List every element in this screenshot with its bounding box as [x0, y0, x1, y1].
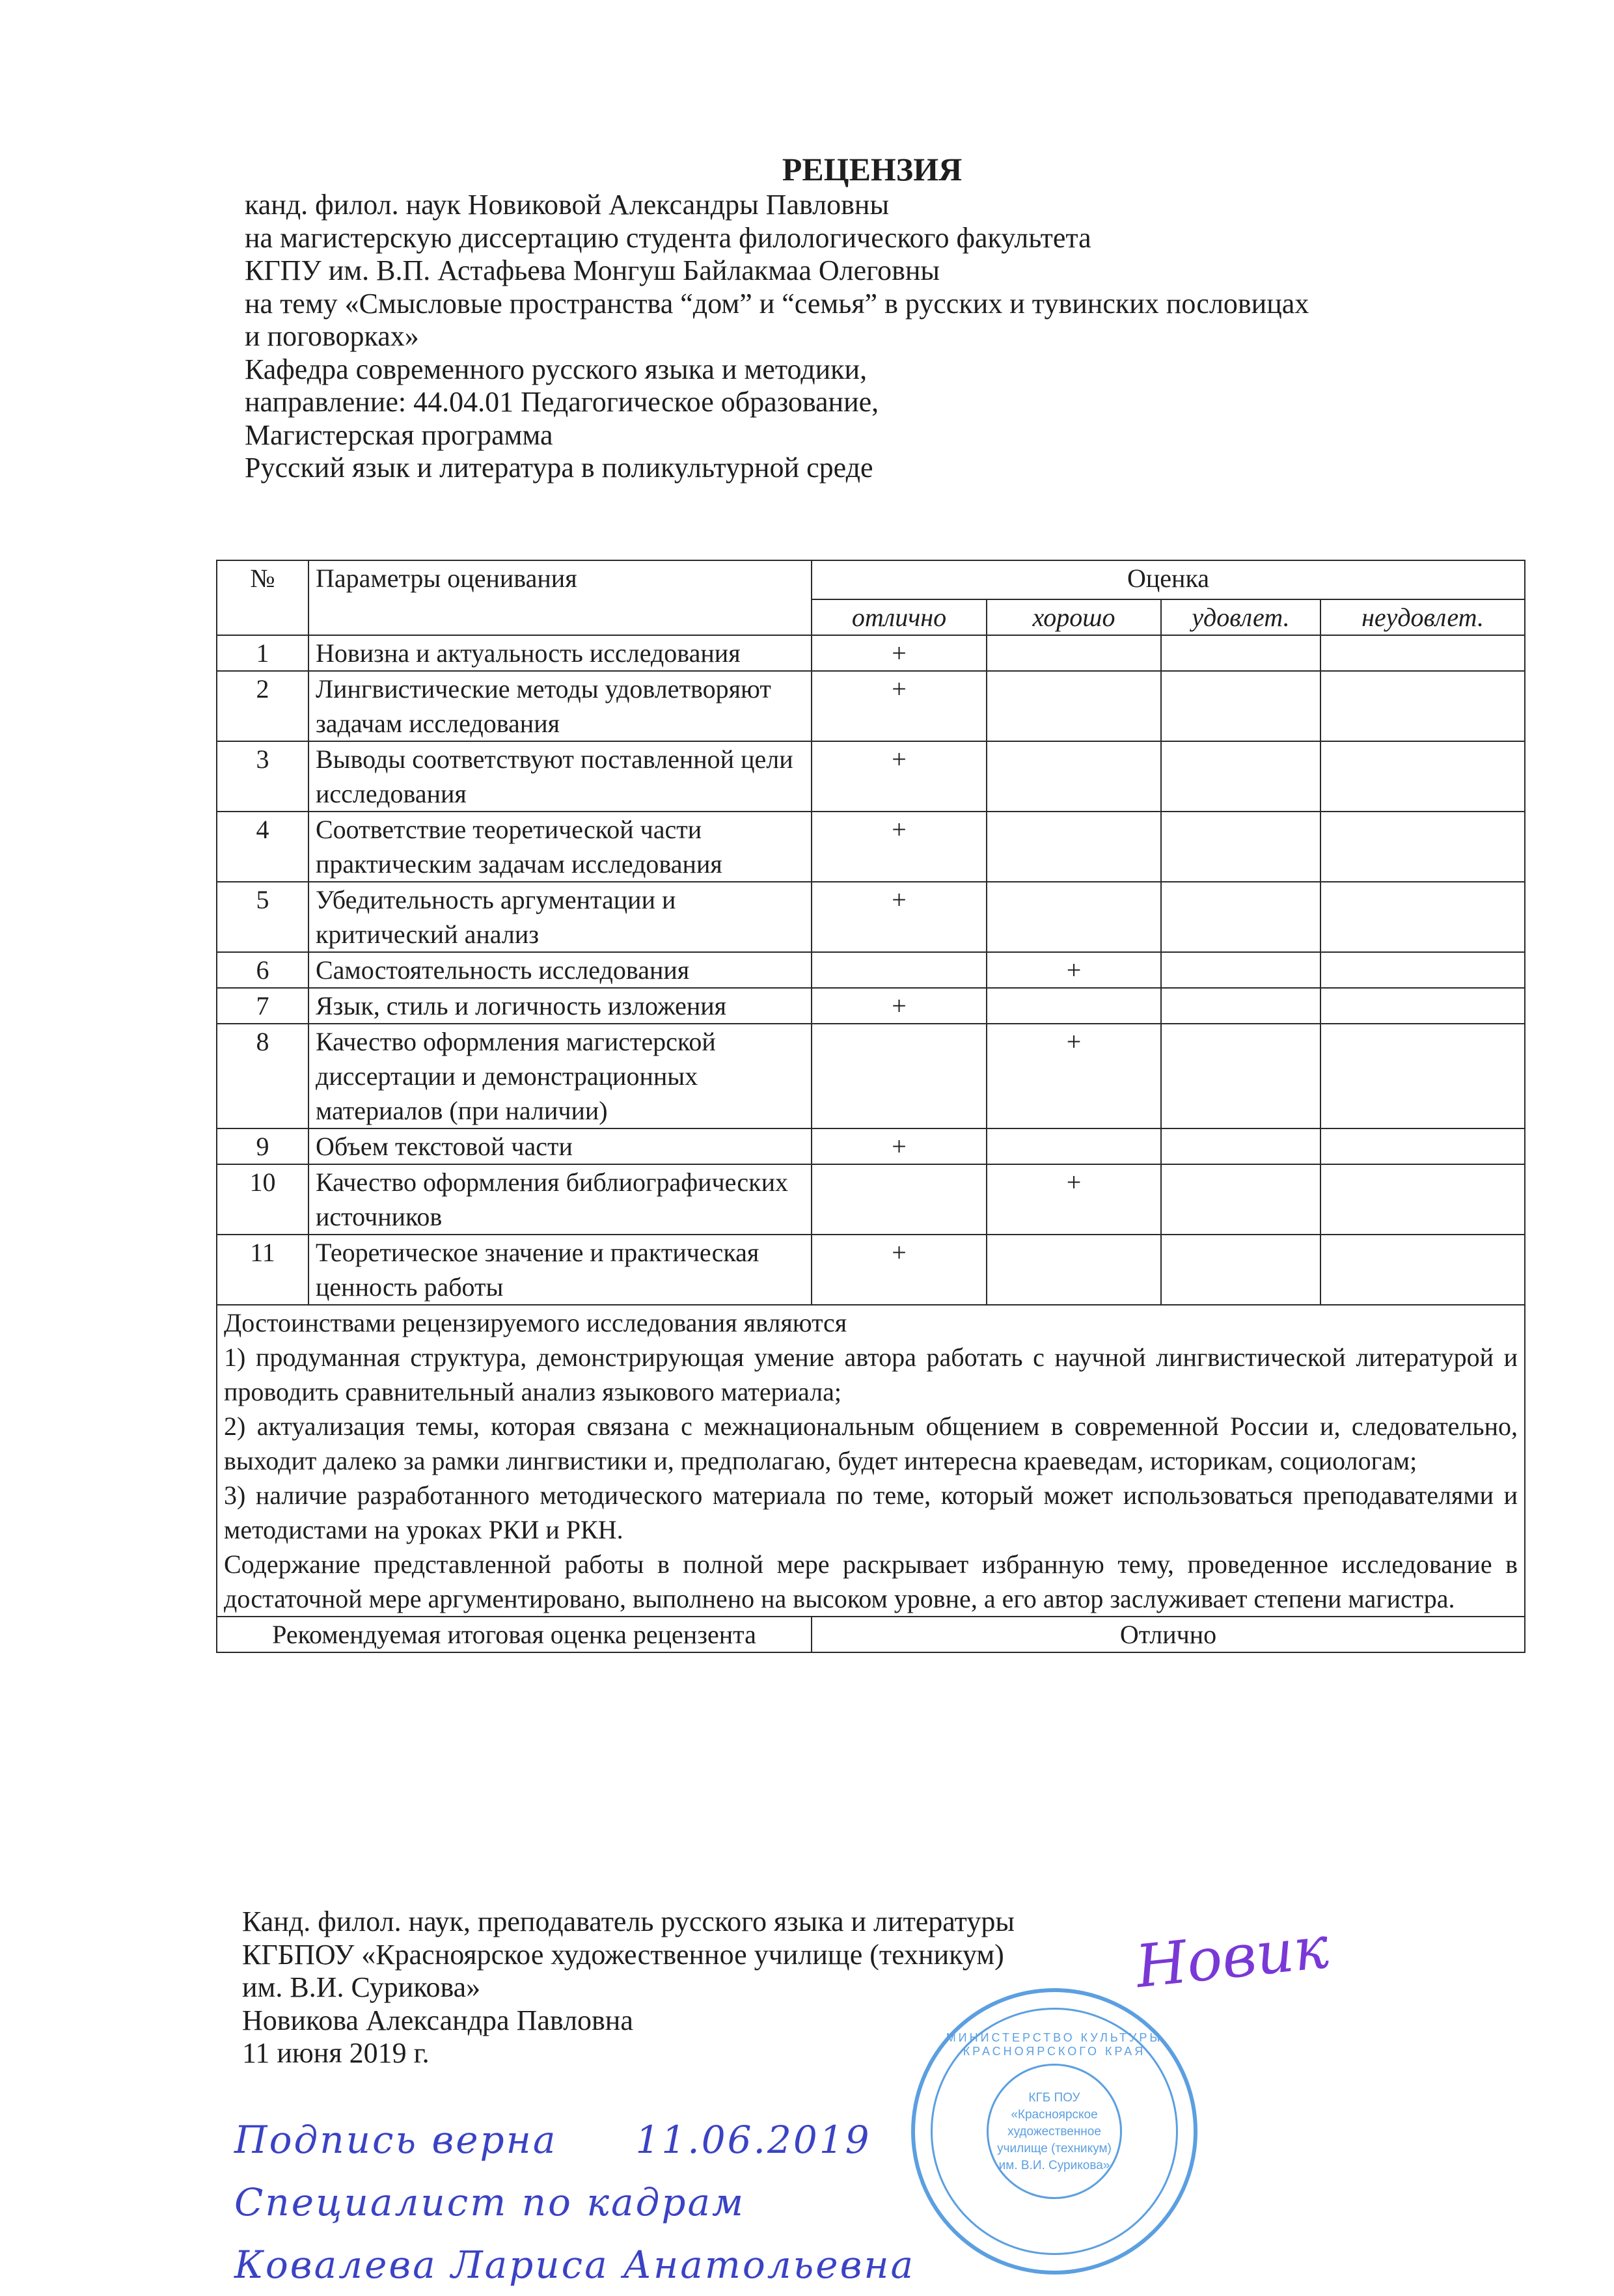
row-param: Качество оформления библиографических источников [308, 1164, 812, 1235]
table-row [217, 812, 1525, 882]
header-params: Параметры оценивания [308, 560, 812, 635]
stamp-center-text: КГБ ПОУ «Красноярское художественное училище (техникум) им. В.И. Сурикова» [997, 2091, 1112, 2172]
reviewer-position: Канд. филол. наук, преподаватель русского языка и литературы [242, 1906, 1015, 1937]
mark-satisfactory [1161, 635, 1320, 671]
department-line: Кафедра современного русского языка и методики, [245, 353, 868, 385]
direction-line: направление: 44.04.01 Педагогическое образование, [245, 386, 879, 418]
row-num: 2 [217, 671, 308, 741]
row-param: Самостоятельность исследования [308, 952, 812, 988]
mark-excellent: + [812, 812, 987, 882]
mark-satisfactory [1161, 1235, 1320, 1305]
row-param: Язык, стиль и логичность изложения [308, 988, 812, 1024]
review-header [245, 189, 1514, 485]
row-param: Убедительность аргументации и критический анализ [308, 882, 812, 952]
mark-good [987, 812, 1161, 882]
evaluation-table [216, 560, 1525, 1653]
merit-item: 1) продуманная структура, демонстрирующая умение автора работать с научной лингвистической литературой и проводить сравнительный анализ языкового материала; [224, 1343, 1518, 1406]
row-num: 8 [217, 1024, 308, 1128]
row-num: 10 [217, 1164, 308, 1235]
header-excellent: отлично [812, 599, 987, 635]
mark-unsatisfactory [1320, 812, 1525, 882]
reviewer-line: канд. филол. наук Новиковой Александры Павловны [245, 189, 890, 221]
review-date: 11 июня 2019 г. [242, 2037, 430, 2069]
handwritten-certification [234, 2109, 915, 2296]
merit-item: 2) актуализация темы, которая связана с межнациональным общением в современной России и, следовательно, выходит далеко за рамки лингвистики и, предполагаю, будет интересна краеведам, историкам, социологам; [224, 1412, 1518, 1475]
merits-conclusion: Содержание представленной работы в полной мере раскрывает избранную тему, проведенное исследование в достаточной мере аргументировано, выполнено на высоком уровне, а его автор заслуживает степени магистра. [224, 1550, 1518, 1613]
final-grade-row [217, 1617, 1525, 1652]
hw-hr-name: Ковалева Лариса Анатольевна [234, 2243, 916, 2287]
mark-satisfactory [1161, 1164, 1320, 1235]
header-unsatisfactory: неудовлет. [1320, 599, 1525, 635]
mark-good: + [987, 1024, 1161, 1128]
mark-good [987, 1235, 1161, 1305]
hw-signature-verified: Подпись верна [234, 2118, 558, 2162]
reviewer-signature: Новик [1132, 1913, 1332, 2002]
mark-satisfactory [1161, 882, 1320, 952]
mark-excellent: + [812, 882, 987, 952]
row-num: 7 [217, 988, 308, 1024]
mark-unsatisfactory [1320, 988, 1525, 1024]
row-param: Новизна и актуальность исследования [308, 635, 812, 671]
mark-satisfactory [1161, 671, 1320, 741]
mark-good: + [987, 952, 1161, 988]
mark-good [987, 741, 1161, 812]
row-param: Объем текстовой части [308, 1128, 812, 1164]
mark-good [987, 988, 1161, 1024]
mark-excellent: + [812, 1235, 987, 1305]
row-param: Качество оформления магистерской диссертации и демонстрационных материалов (при наличии) [308, 1024, 812, 1128]
mark-unsatisfactory [1320, 671, 1525, 741]
table-row [217, 1024, 1525, 1128]
hw-date: 11.06.2019 [635, 2118, 871, 2162]
merits-intro: Достоинствами рецензируемого исследования являются [224, 1308, 847, 1337]
row-num: 1 [217, 635, 308, 671]
mark-unsatisfactory [1320, 1235, 1525, 1305]
row-num: 11 [217, 1235, 308, 1305]
subject-line: на магистерскую диссертацию студента филологического факультета [245, 221, 1091, 254]
row-num: 3 [217, 741, 308, 812]
mark-excellent [812, 1024, 987, 1128]
row-num: 5 [217, 882, 308, 952]
mark-good [987, 882, 1161, 952]
mark-good [987, 671, 1161, 741]
header-num: № [217, 560, 308, 635]
mark-good [987, 1128, 1161, 1164]
topic-line-2: и поговорках» [245, 320, 419, 352]
mark-excellent: + [812, 988, 987, 1024]
mark-excellent: + [812, 741, 987, 812]
reviewer-name: Новикова Александра Павловна [242, 2004, 633, 2036]
mark-satisfactory [1161, 741, 1320, 812]
mark-excellent [812, 952, 987, 988]
mark-unsatisfactory [1320, 1128, 1525, 1164]
row-param: Теоретическое значение и практическая ценность работы [308, 1235, 812, 1305]
row-param: Соответствие теоретической части практическим задачам исследования [308, 812, 812, 882]
topic-line-1: на тему «Смысловые пространства “дом” и “семья” в русских и тувинских пословицах [245, 287, 1309, 320]
table-row [217, 1128, 1525, 1164]
program-name: Русский язык и литература в поликультурной среде [245, 452, 873, 484]
table-row [217, 952, 1525, 988]
final-grade-value: Отлично [812, 1617, 1525, 1652]
row-num: 6 [217, 952, 308, 988]
row-num: 4 [217, 812, 308, 882]
merits-row [217, 1305, 1525, 1617]
merit-item: 3) наличие разработанного методического материала по теме, который может использоваться преподавателями и методистами на уроках РКИ и РКН. [224, 1481, 1518, 1544]
mark-excellent: + [812, 1128, 987, 1164]
hw-hr-specialist: Специалист по кадрам [234, 2180, 746, 2224]
mark-satisfactory [1161, 988, 1320, 1024]
stamp-ring-text: МИНИСТЕРСТВО КУЛЬТУРЫ КРАСНОЯРСКОГО КРАЯ [946, 2031, 1163, 2058]
program-label: Магистерская программа [245, 418, 553, 451]
header-satisfactory: удовлет. [1161, 599, 1320, 635]
mark-excellent [812, 1164, 987, 1235]
mark-excellent: + [812, 635, 987, 671]
mark-satisfactory [1161, 812, 1320, 882]
row-param: Выводы соответствуют поставленной цели исследования [308, 741, 812, 812]
table-row [217, 741, 1525, 812]
mark-unsatisfactory [1320, 1164, 1525, 1235]
table-row [217, 1164, 1525, 1235]
table-row [217, 1235, 1525, 1305]
mark-unsatisfactory [1320, 882, 1525, 952]
mark-good: + [987, 1164, 1161, 1235]
reviewer-signature-block [242, 1906, 1015, 2070]
mark-unsatisfactory [1320, 741, 1525, 812]
table-row [217, 635, 1525, 671]
document-title: РЕЦЕНЗИЯ [782, 151, 963, 187]
table-row [217, 882, 1525, 952]
mark-good [987, 635, 1161, 671]
mark-excellent: + [812, 671, 987, 741]
mark-unsatisfactory [1320, 1024, 1525, 1128]
mark-satisfactory [1161, 1024, 1320, 1128]
mark-unsatisfactory [1320, 635, 1525, 671]
table-row [217, 988, 1525, 1024]
mark-satisfactory [1161, 1128, 1320, 1164]
final-grade-label: Рекомендуемая итоговая оценка рецензента [217, 1617, 812, 1652]
official-stamp [911, 1988, 1197, 2275]
header-good: хорошо [987, 599, 1161, 635]
reviewer-organization-cont: им. В.И. Сурикова» [242, 1971, 481, 2003]
row-param: Лингвистические методы удовлетворяют задачам исследования [308, 671, 812, 741]
mark-satisfactory [1161, 952, 1320, 988]
merits-cell [217, 1305, 1525, 1617]
student-line: КГПУ им. В.П. Астафьева Монгуш Байлакмаа Олеговны [245, 254, 940, 286]
table-row [217, 671, 1525, 741]
mark-unsatisfactory [1320, 952, 1525, 988]
header-grade: Оценка [812, 560, 1525, 599]
reviewer-organization: КГБПОУ «Красноярское художественное училище (техникум) [242, 1938, 1004, 1971]
row-num: 9 [217, 1128, 308, 1164]
